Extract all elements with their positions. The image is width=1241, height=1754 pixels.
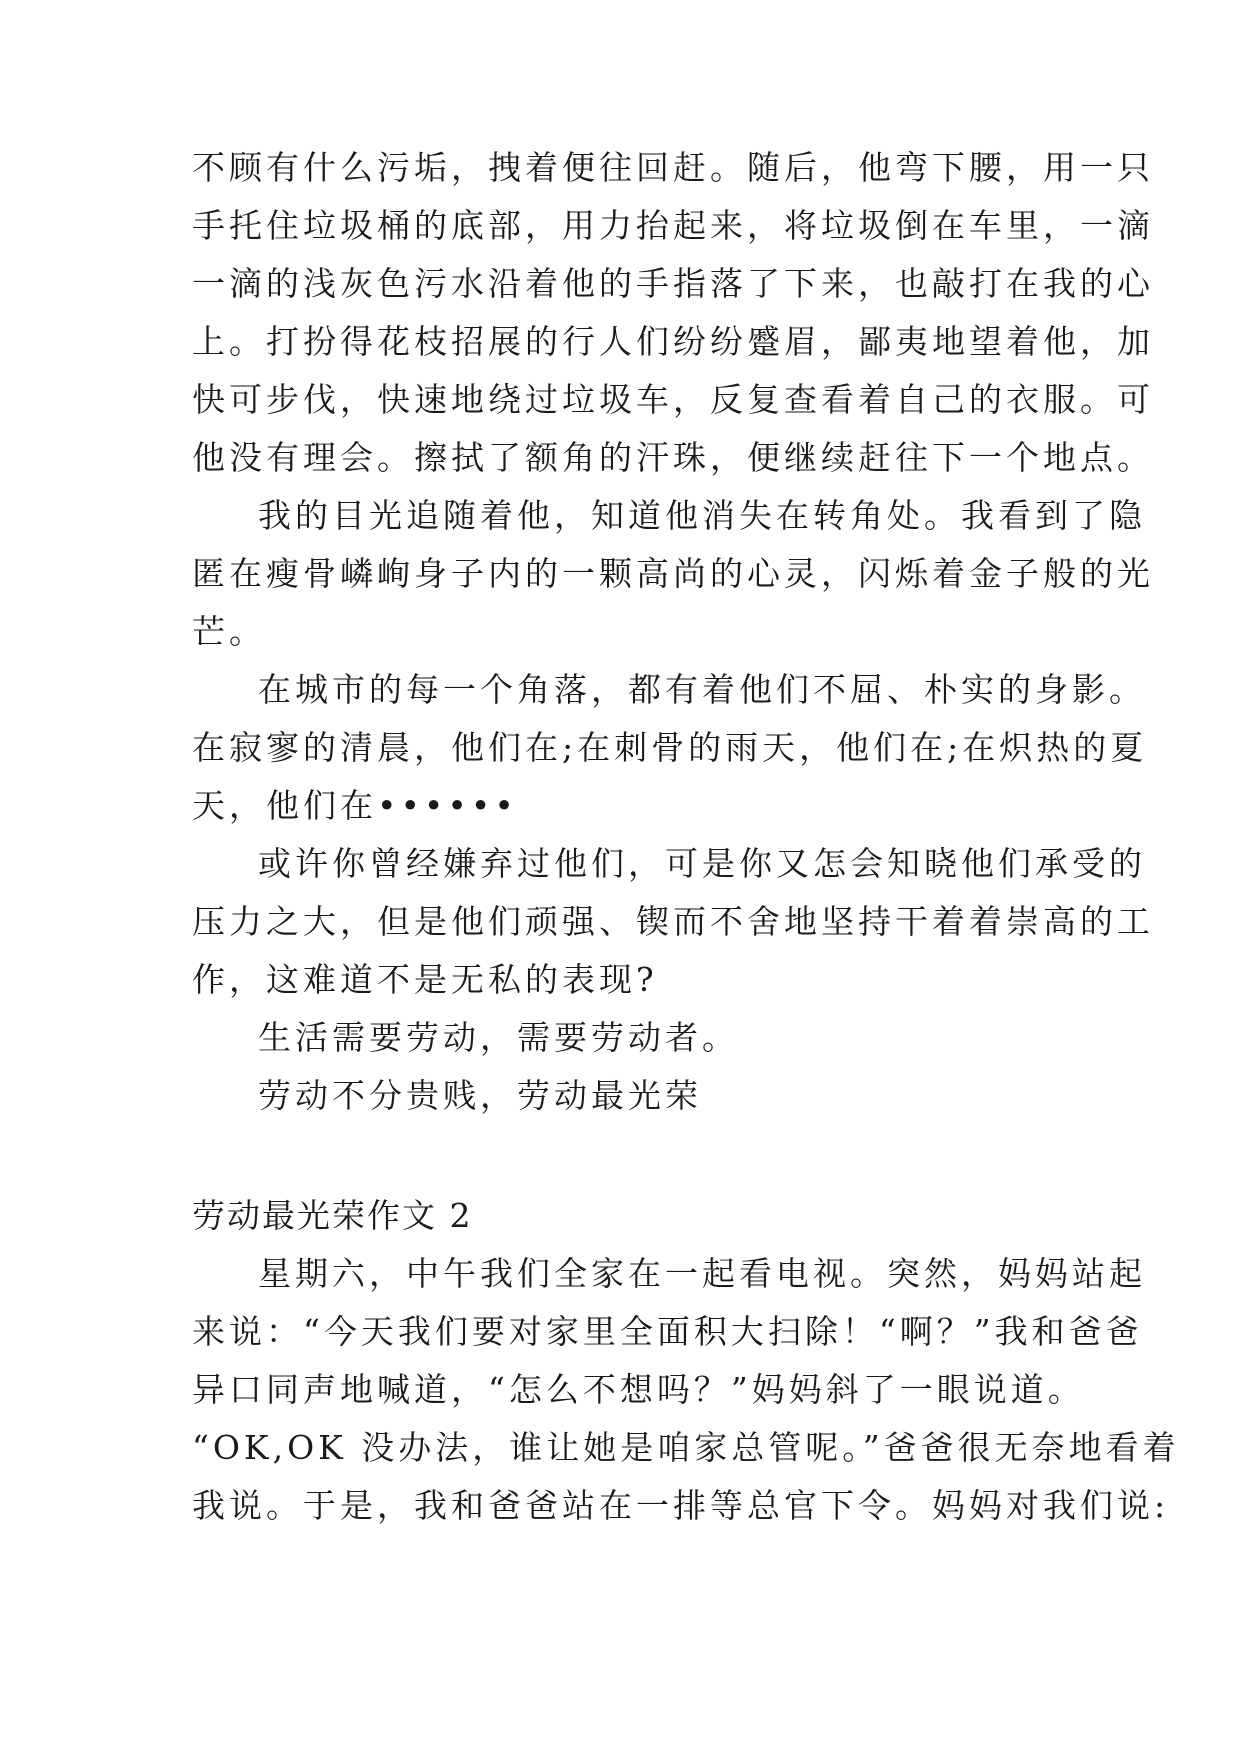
paragraph-first-line: 或许你曾经嫌弃过他们，可是你又怎会知晓他们承受的 <box>258 844 1146 883</box>
text-line: 一滴的浅灰色污水沿着他的手指落了下来，也敲打在我的心 <box>192 264 1154 303</box>
text-line: 不顾有什么污垢，拽着便往回赶。随后，他弯下腰，用一只 <box>192 148 1154 187</box>
paragraph-first-line: 劳动不分贵贱，劳动最光荣 <box>258 1076 702 1115</box>
text-line: 我说。于是，我和爸爸站在一排等总官下令。妈妈对我们说: <box>192 1486 1170 1525</box>
text-line: 快可步伐，快速地绕过垃圾车，反复查看着自己的衣服。可 <box>192 380 1154 419</box>
text-line: 匿在瘦骨嶙峋身子内的一颗高尚的心灵，闪烁着金子般的光 <box>192 554 1154 593</box>
text-line: 他没有理会。擦拭了额角的汗珠，便继续赶往下一个地点。 <box>192 438 1154 477</box>
paragraph-first-line: 我的目光追随着他，知道他消失在转角处。我看到了隐 <box>258 496 1146 535</box>
text-line: 压力之大，但是他们顽强、锲而不舍地坚持干着着崇高的工 <box>192 902 1154 941</box>
text-line: 来说：“今天我们要对家里全面积大扫除！“啊？”我和爸爸 <box>192 1312 1143 1351</box>
paragraph-first-line: 星期六，中午我们全家在一起看电视。突然，妈妈站起 <box>258 1254 1146 1293</box>
text-line: 上。打扮得花枝招展的行人们纷纷蹙眉，鄙夷地望着他，加 <box>192 322 1154 361</box>
text-line: “OK,OK 没办法，谁让她是咱家总管呢。”爸爸很无奈地看着 <box>192 1428 1180 1467</box>
paragraph-first-line: 在城市的每一个角落，都有着他们不屈、朴实的身影。 <box>258 670 1146 709</box>
paragraph-first-line: 生活需要劳动，需要劳动者。 <box>258 1018 739 1057</box>
text-line: 异口同声地喊道，“怎么不想吗？”妈妈斜了一眼说道。 <box>192 1370 1085 1409</box>
text-line: 天，他们在•••••• <box>192 786 518 825</box>
text-line: 芒。 <box>192 612 266 651</box>
section-heading: 劳动最光荣作文 2 <box>192 1196 473 1235</box>
text-line: 作，这难道不是无私的表现? <box>192 960 658 999</box>
text-line: 手托住垃圾桶的底部，用力抬起来，将垃圾倒在车里，一滴 <box>192 206 1154 245</box>
text-line: 在寂寥的清晨，他们在;在刺骨的雨天，他们在;在炽热的夏 <box>192 728 1148 767</box>
